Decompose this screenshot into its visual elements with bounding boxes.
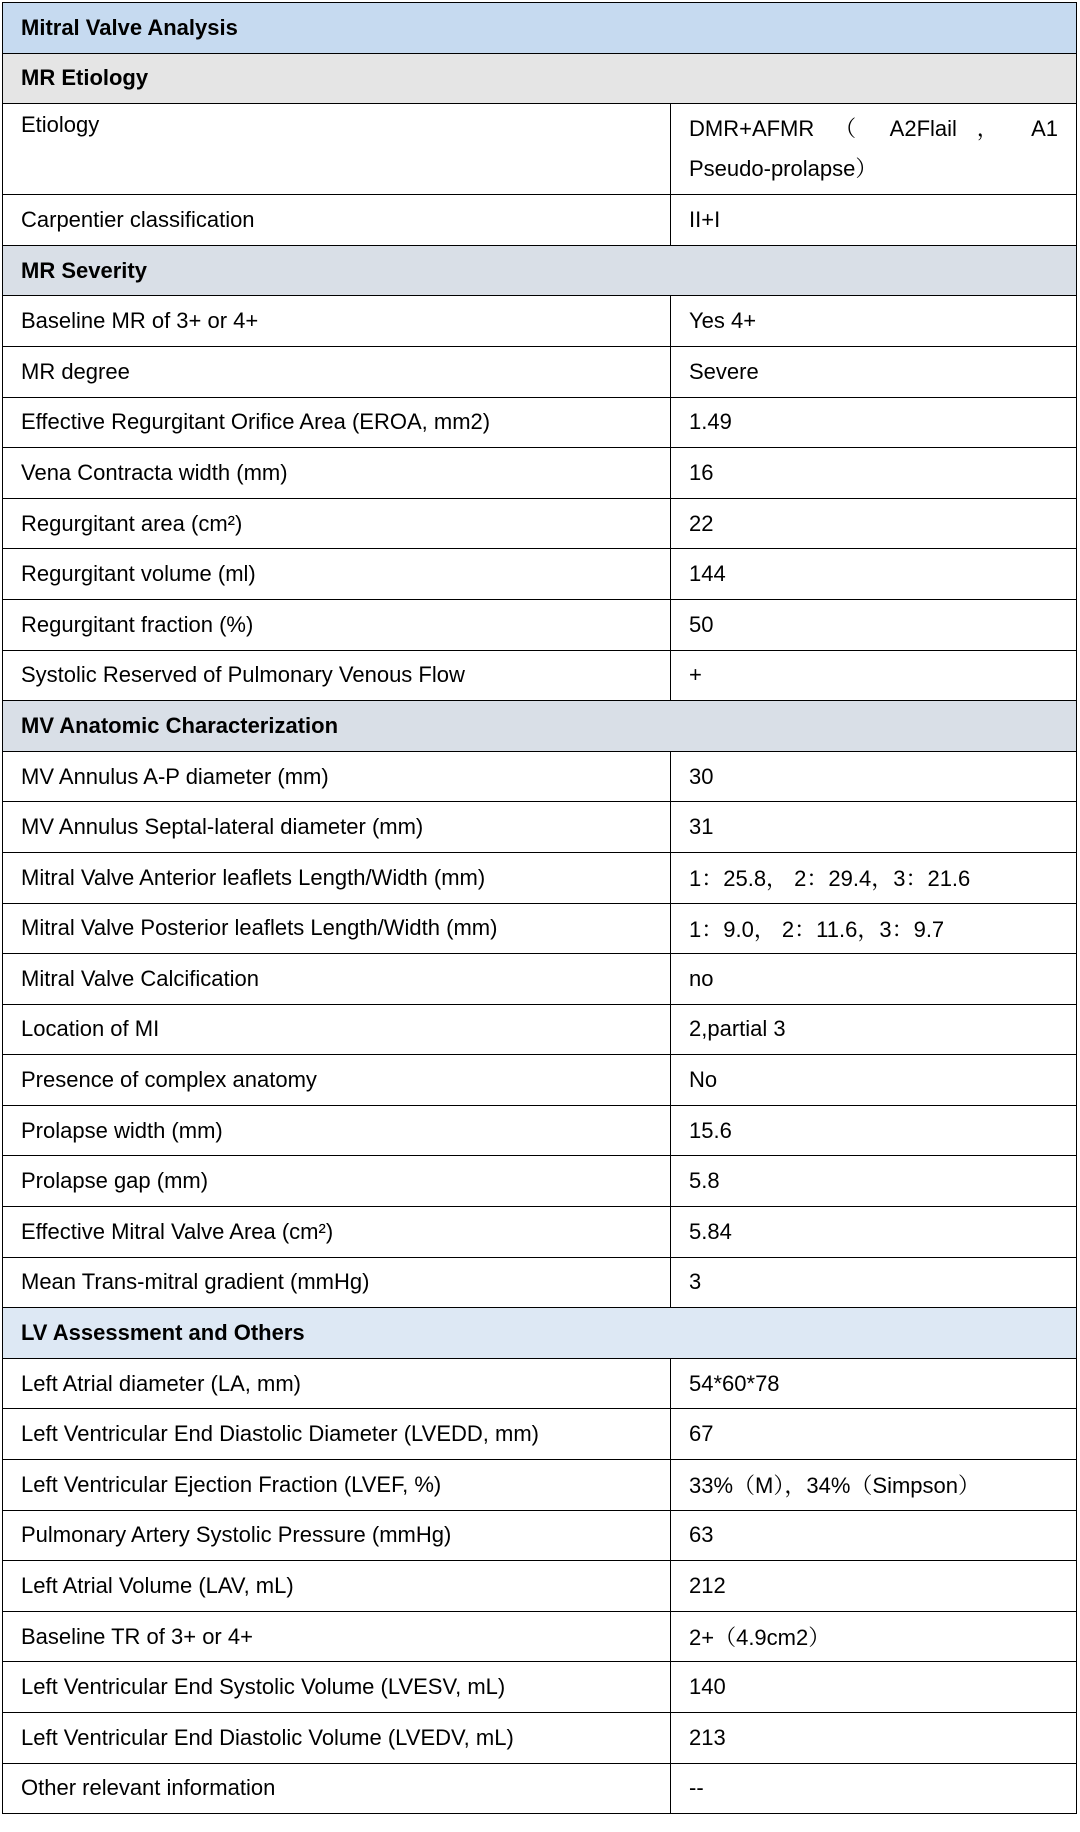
row-label: Prolapse width (mm) xyxy=(3,1105,671,1156)
row-value: 3 xyxy=(671,1257,1077,1308)
row-label: Vena Contracta width (mm) xyxy=(3,448,671,499)
row-label: Other relevant information xyxy=(3,1763,671,1814)
row-label: Left Atrial Volume (LAV, mL) xyxy=(3,1561,671,1612)
row-value: 31 xyxy=(671,802,1077,853)
row-label: Mean Trans-mitral gradient (mmHg) xyxy=(3,1257,671,1308)
row-value: 54*60*78 xyxy=(671,1358,1077,1409)
row-label: Location of MI xyxy=(3,1004,671,1055)
section-header-mr-severity xyxy=(3,245,1077,296)
row-value: 63 xyxy=(671,1510,1077,1561)
table-row xyxy=(3,1763,1077,1814)
table-row xyxy=(3,1460,1077,1511)
row-value: 2,partial 3 xyxy=(671,1004,1077,1055)
row-label: MV Annulus A-P diameter (mm) xyxy=(3,751,671,802)
row-label: Left Ventricular Ejection Fraction (LVEF, %) xyxy=(3,1460,671,1511)
table-row xyxy=(3,1105,1077,1156)
row-label: Etiology xyxy=(3,104,671,195)
row-value: II+I xyxy=(671,195,1077,246)
row-label: Baseline MR of 3+ or 4+ xyxy=(3,296,671,347)
row-value: 33%（M），34%（Simpson） xyxy=(671,1460,1077,1511)
row-label: Effective Regurgitant Orifice Area (EROA, mm2) xyxy=(3,397,671,448)
row-value: 16 xyxy=(671,448,1077,499)
table-row xyxy=(3,599,1077,650)
table-row xyxy=(3,498,1077,549)
table-row xyxy=(3,1257,1077,1308)
section-heading: MV Anatomic Characterization xyxy=(3,701,1077,752)
row-label: Effective Mitral Valve Area (cm²) xyxy=(3,1207,671,1258)
row-label: Pulmonary Artery Systolic Pressure (mmHg) xyxy=(3,1510,671,1561)
table-row xyxy=(3,751,1077,802)
row-value: 5.8 xyxy=(671,1156,1077,1207)
row-value: -- xyxy=(671,1763,1077,1814)
row-value: + xyxy=(671,650,1077,701)
row-value: 1：9.0， 2：11.6，3：9.7 xyxy=(671,903,1077,954)
table-title-row xyxy=(3,3,1077,54)
row-value: 22 xyxy=(671,498,1077,549)
row-label: Left Ventricular End Diastolic Volume (LVEDV, mL) xyxy=(3,1713,671,1764)
row-label: Left Atrial diameter (LA, mm) xyxy=(3,1358,671,1409)
row-label: Systolic Reserved of Pulmonary Venous Flow xyxy=(3,650,671,701)
row-value: 144 xyxy=(671,549,1077,600)
row-value: No xyxy=(671,1055,1077,1106)
row-value: no xyxy=(671,954,1077,1005)
table-row xyxy=(3,1561,1077,1612)
row-label: Regurgitant fraction (%) xyxy=(3,599,671,650)
table-row xyxy=(3,954,1077,1005)
table-row xyxy=(3,802,1077,853)
mitral-valve-analysis-table xyxy=(2,2,1077,1814)
table-row xyxy=(3,650,1077,701)
section-header-lv-assessment xyxy=(3,1308,1077,1359)
row-value: 15.6 xyxy=(671,1105,1077,1156)
table-row xyxy=(3,448,1077,499)
row-value: 212 xyxy=(671,1561,1077,1612)
table-row xyxy=(3,346,1077,397)
table-row xyxy=(3,1662,1077,1713)
row-value: Yes 4+ xyxy=(671,296,1077,347)
table-row xyxy=(3,397,1077,448)
row-value: DMR+AFMR （ A2Flail ， A1 Pseudo-prolapse） xyxy=(671,104,1077,195)
table-row xyxy=(3,195,1077,246)
row-label: Baseline TR of 3+ or 4+ xyxy=(3,1611,671,1662)
row-label: Mitral Valve Posterior leaflets Length/Width (mm) xyxy=(3,903,671,954)
row-label: Carpentier classification xyxy=(3,195,671,246)
table-row xyxy=(3,1358,1077,1409)
row-label: MR degree xyxy=(3,346,671,397)
row-value: 50 xyxy=(671,599,1077,650)
table-row xyxy=(3,1004,1077,1055)
row-value: 213 xyxy=(671,1713,1077,1764)
table-row xyxy=(3,1207,1077,1258)
row-label: Regurgitant volume (ml) xyxy=(3,549,671,600)
table-row xyxy=(3,104,1077,195)
table-title: Mitral Valve Analysis xyxy=(3,3,1077,54)
table-row xyxy=(3,1510,1077,1561)
row-value: Severe xyxy=(671,346,1077,397)
row-label: Mitral Valve Anterior leaflets Length/Width (mm) xyxy=(3,852,671,903)
section-heading: LV Assessment and Others xyxy=(3,1308,1077,1359)
table-row xyxy=(3,852,1077,903)
row-label: MV Annulus Septal-lateral diameter (mm) xyxy=(3,802,671,853)
table-row xyxy=(3,1713,1077,1764)
row-value: 67 xyxy=(671,1409,1077,1460)
section-heading: MR Etiology xyxy=(3,53,1077,104)
row-value: 1：25.8， 2：29.4，3：21.6 xyxy=(671,852,1077,903)
row-value: 5.84 xyxy=(671,1207,1077,1258)
row-value: 2+（4.9cm2） xyxy=(671,1611,1077,1662)
row-label: Prolapse gap (mm) xyxy=(3,1156,671,1207)
section-header-mr-etiology xyxy=(3,53,1077,104)
row-value: 30 xyxy=(671,751,1077,802)
row-label: Presence of complex anatomy xyxy=(3,1055,671,1106)
table-row xyxy=(3,1055,1077,1106)
section-heading: MR Severity xyxy=(3,245,1077,296)
row-label: Regurgitant area (cm²) xyxy=(3,498,671,549)
table-row xyxy=(3,549,1077,600)
row-value: 1.49 xyxy=(671,397,1077,448)
table-row xyxy=(3,903,1077,954)
row-label: Left Ventricular End Systolic Volume (LVESV, mL) xyxy=(3,1662,671,1713)
row-label: Mitral Valve Calcification xyxy=(3,954,671,1005)
table-row xyxy=(3,1611,1077,1662)
section-header-mv-anatomic xyxy=(3,701,1077,752)
table-row xyxy=(3,1409,1077,1460)
row-value: 140 xyxy=(671,1662,1077,1713)
table-row xyxy=(3,1156,1077,1207)
table-row xyxy=(3,296,1077,347)
row-label: Left Ventricular End Diastolic Diameter (LVEDD, mm) xyxy=(3,1409,671,1460)
